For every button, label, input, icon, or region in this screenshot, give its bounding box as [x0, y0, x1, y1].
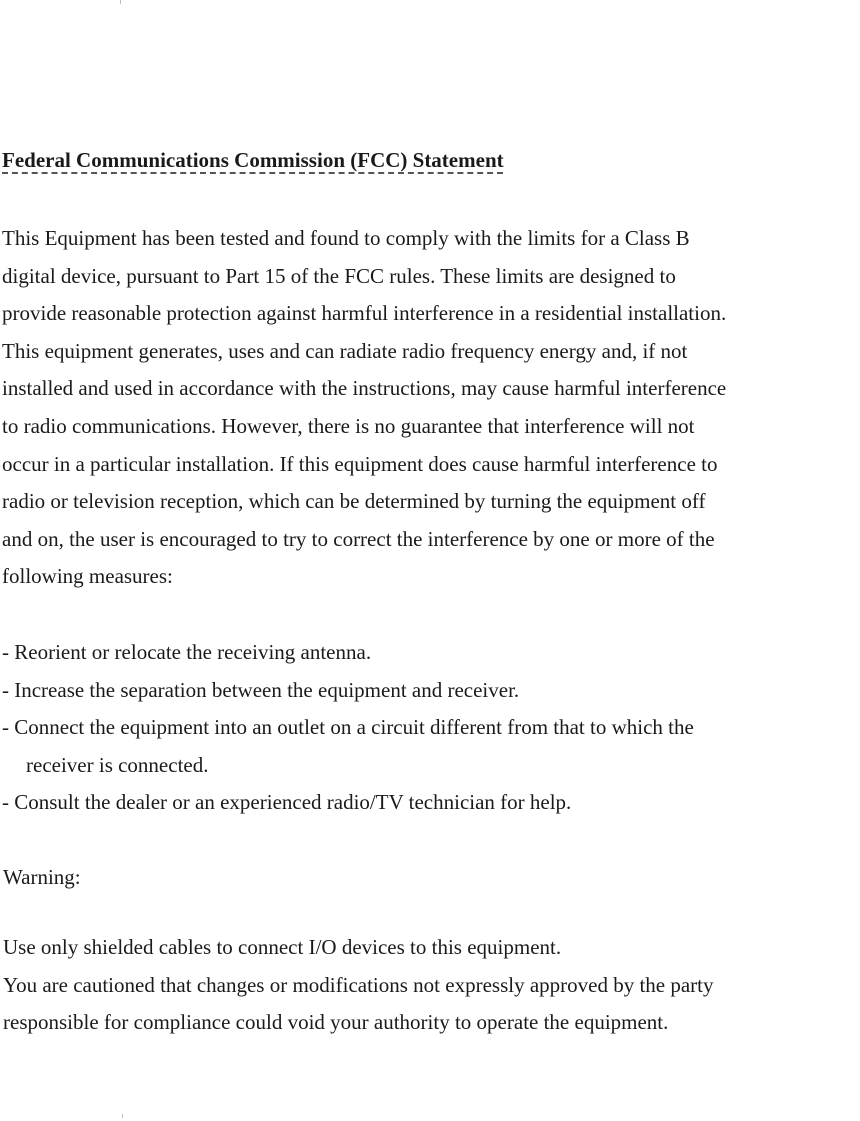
list-item: - Connect the equipment into an outlet on a circuit different from that to which the [2, 715, 694, 740]
measures-list [2, 634, 860, 822]
scan-speck-top [120, 0, 121, 4]
intro-line: digital device, pursuant to Part 15 of the FCC rules. These limits are designed to [2, 263, 676, 288]
warning-line: You are cautioned that changes or modifications not expressly approved by the party [3, 972, 714, 997]
intro-line: following measures: [2, 564, 173, 589]
page-title: Federal Communications Commission (FCC) Statement [2, 148, 504, 172]
intro-line: and on, the user is encouraged to try to correct the interference by one or more of the [2, 526, 715, 551]
intro-paragraph [2, 220, 860, 596]
intro-line: radio or television reception, which can be determined by turning the equipment off [2, 489, 706, 514]
intro-line: occur in a particular installation. If this equipment does cause harmful interference to [2, 451, 718, 476]
intro-line: This equipment generates, uses and can radiate radio frequency energy and, if not [2, 338, 688, 363]
list-item: - Increase the separation between the equipment and receiver. [2, 677, 520, 702]
intro-line: to radio communications. However, there is no guarantee that interference will not [2, 413, 695, 438]
list-item-continuation: receiver is connected. [26, 752, 209, 777]
warning-paragraph [3, 929, 860, 1042]
list-item: - Consult the dealer or an experienced radio/TV technician for help. [2, 790, 572, 815]
warning-heading: Warning: [3, 865, 81, 889]
list-item: - Reorient or relocate the receiving antenna. [2, 640, 372, 664]
intro-line: provide reasonable protection against harmful interference in a residential installation. [2, 301, 727, 326]
intro-line: This Equipment has been tested and found to comply with the limits for a Class B [2, 226, 690, 250]
scan-speck-bottom [122, 1114, 123, 1118]
warning-line: Use only shielded cables to connect I/O devices to this equipment. [3, 935, 562, 959]
warning-line: responsible for compliance could void your authority to operate the equipment. [3, 1010, 669, 1035]
intro-line: installed and used in accordance with the instructions, may cause harmful interference [2, 376, 727, 401]
